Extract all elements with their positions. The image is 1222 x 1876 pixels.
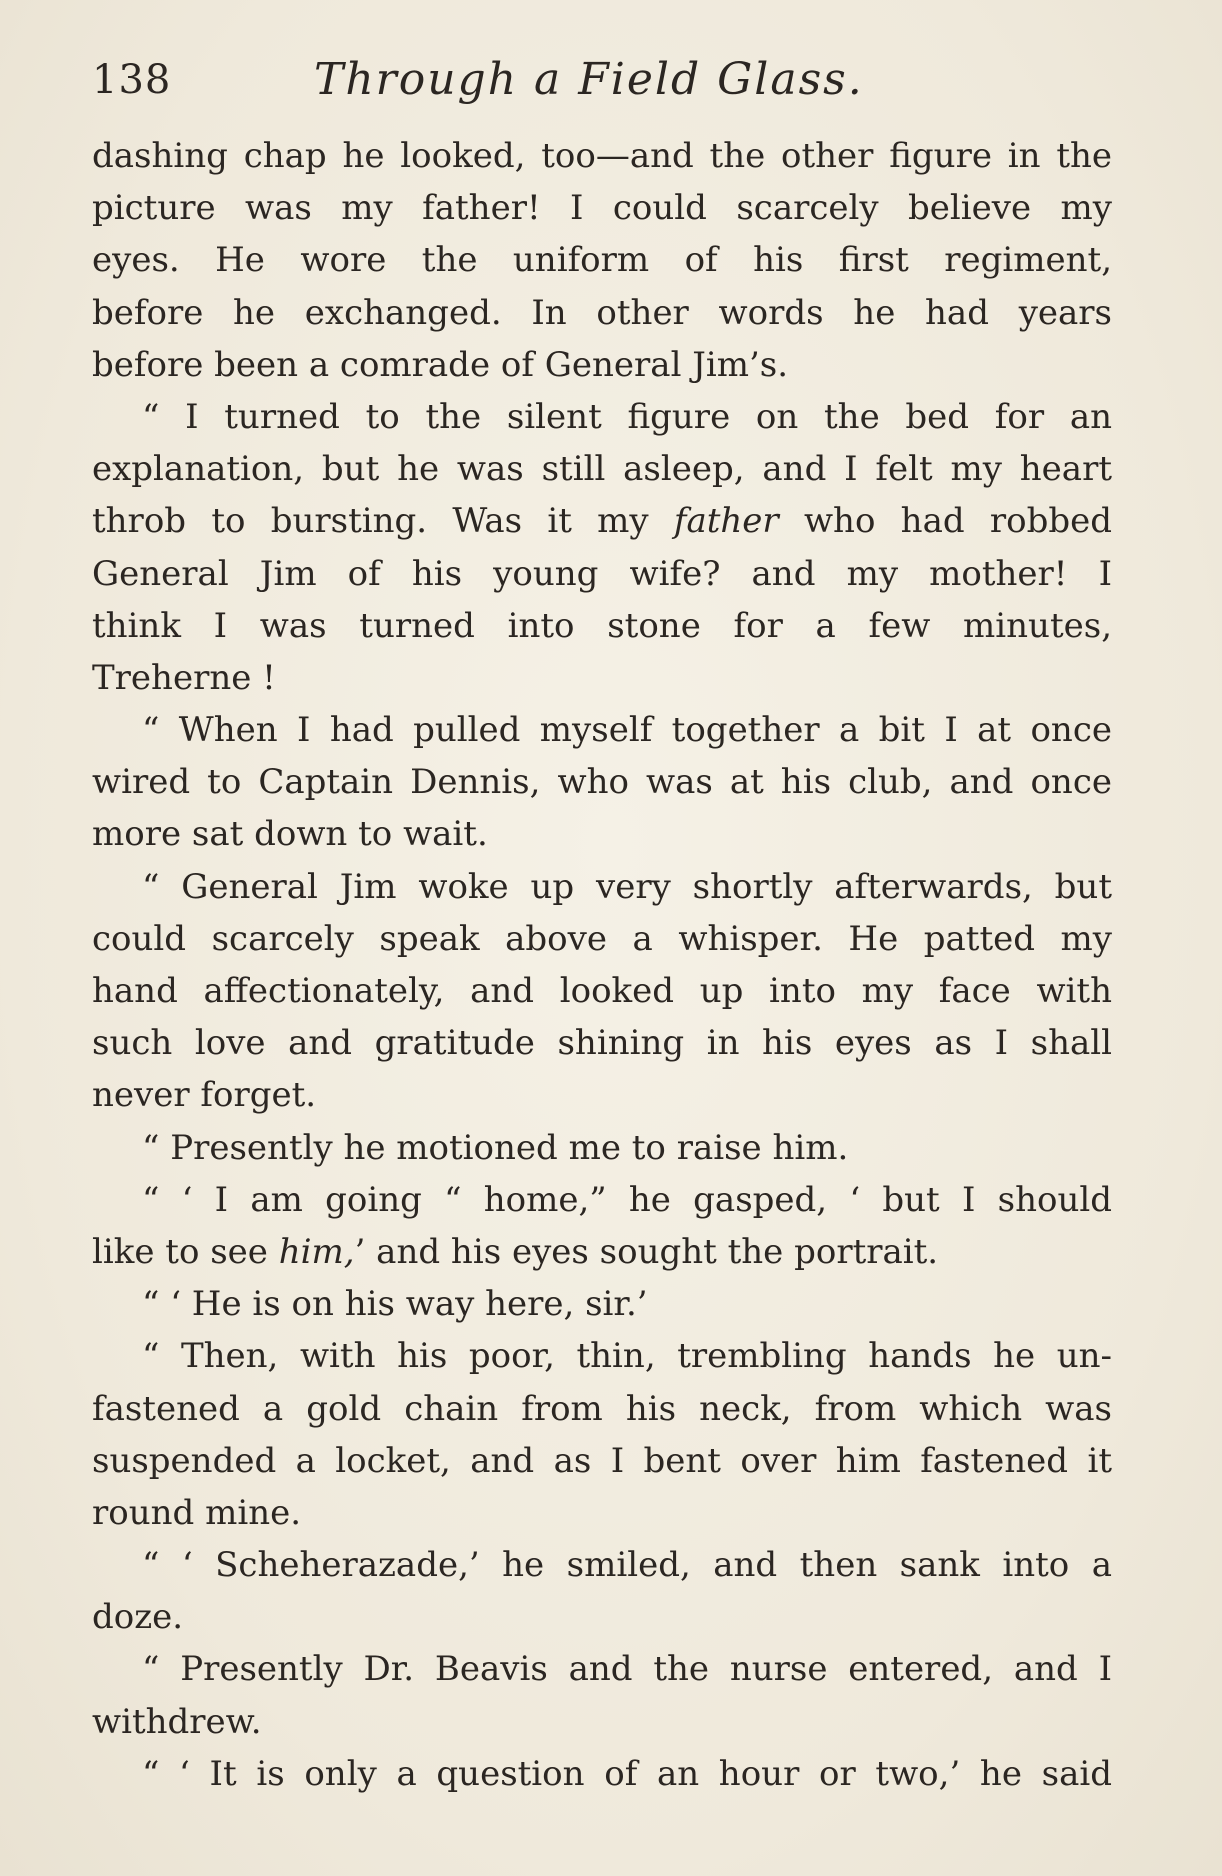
text-line: dashing chap he looked, too—and the other figure in the — [92, 136, 1112, 176]
text-line: before he exchanged. In other words he had years — [92, 292, 1112, 333]
text-line: “ Then, with his poor, thin, trembling hands he un- — [142, 1336, 1112, 1377]
body-text — [92, 130, 1112, 1800]
text-line: picture was my father! I could scarcely believe my — [92, 188, 1112, 229]
running-title: Through a Field Glass. — [314, 54, 864, 105]
text-line: hand affectionately, and looked up into my face with — [92, 971, 1112, 1011]
text-line: doze. — [92, 1597, 184, 1638]
text-line: “ ‘ He is on his way here, sir.’ — [142, 1284, 648, 1325]
text-line: round mine. — [92, 1492, 302, 1533]
text-segment: who had robbed — [803, 501, 1113, 542]
text-line: could scarcely speak above a whisper. He patted my — [92, 918, 1112, 959]
text-line: withdrew. — [92, 1701, 262, 1742]
text-line: wired to Captain Dennis, who was at his club, and once — [92, 762, 1112, 803]
text-line: such love and gratitude shining in his eyes as I shall — [92, 1023, 1112, 1064]
text-line: General Jim of his young wife? and my mother! I — [92, 553, 1112, 594]
text-line: “ When I had pulled myself together a bit I at once — [142, 710, 1112, 751]
page-header — [92, 50, 1092, 110]
text-line: suspended a locket, and as I bent over him fastened it — [92, 1440, 1112, 1481]
text-line: explanation, but he was still asleep, and I felt my heart — [92, 449, 1112, 490]
text-line: think I was turned into stone for a few minutes, — [92, 605, 1112, 646]
text-line — [92, 1226, 1112, 1278]
text-line: before been a comrade of General Jim’s. — [92, 344, 789, 385]
text-segment: ’ and his eyes sought the portrait. — [354, 1231, 939, 1272]
text-line: more sat down to wait. — [92, 814, 488, 855]
text-line: “ ‘ Scheherazade,’ he smiled, and then sank into a — [142, 1545, 1112, 1586]
italic-word: father — [673, 501, 779, 542]
text-line: “ ‘ I am going “ home,” he gasped, ‘ but I should — [142, 1179, 1112, 1220]
text-line: fastened a gold chain from his neck, from which was — [92, 1388, 1112, 1429]
text-line: eyes. He wore the uniform of his first regiment, — [92, 240, 1112, 281]
page-number: 138 — [92, 57, 172, 103]
text-line: “ Presently he motioned me to raise him. — [142, 1127, 849, 1168]
text-segment: like to see — [92, 1231, 268, 1272]
text-segment: throb to bursting. Was it my — [92, 501, 649, 542]
text-line: “ ‘ It is only a question of an hour or two,’ he said — [142, 1753, 1112, 1794]
italic-word: him, — [278, 1231, 355, 1272]
text-line: “ I turned to the silent figure on the bed for an — [142, 396, 1112, 437]
text-line: “ Presently Dr. Beavis and the nurse entered, and I — [142, 1649, 1112, 1690]
text-line — [92, 495, 1112, 547]
text-line: Treherne ! — [92, 657, 276, 698]
text-line: never forget. — [92, 1075, 317, 1116]
text-line: “ General Jim woke up very shortly afterwards, but — [142, 866, 1112, 907]
